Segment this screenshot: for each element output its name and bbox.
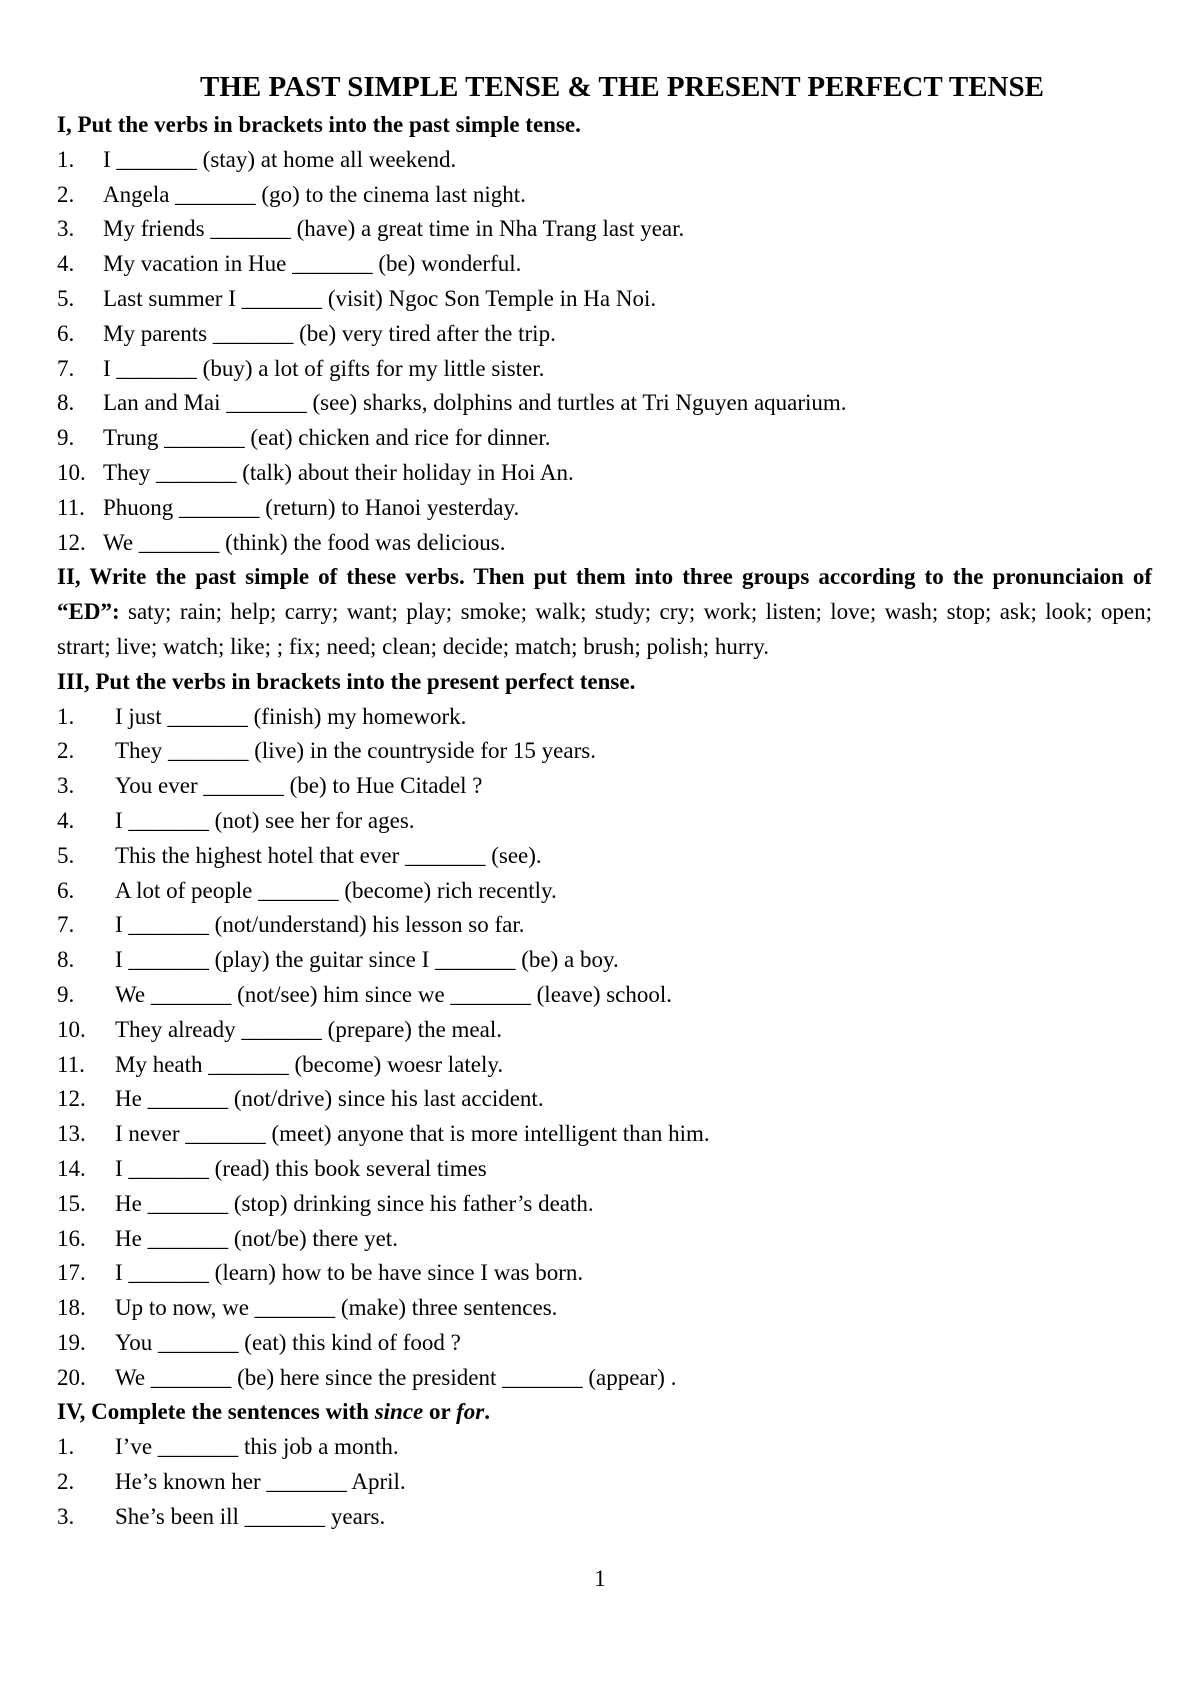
- list-item: 14. I _______ (read) this book several times: [57, 1155, 487, 1181]
- list-item: 20. We _______ (be) here since the president _______ (appear) .: [57, 1364, 677, 1390]
- list-item: 2. He’s known her _______ April.: [57, 1469, 406, 1495]
- list-item: 16. He _______ (not/be) there yet.: [57, 1225, 398, 1251]
- section-2-heading: II, Write the past simple of these verbs. Then put them into three groups according to the pronunciaion of “ED”:: [57, 564, 1152, 625]
- worksheet-page: [57, 70, 1157, 1535]
- page-number: 1: [594, 1566, 606, 1591]
- list-item: 3. She’s been ill _______ years.: [57, 1503, 386, 1529]
- list-item: 7. I _______ (not/understand) his lesson so far.: [57, 912, 525, 938]
- list-item: 18. Up to now, we _______ (make) three sentences.: [57, 1295, 558, 1321]
- section-3-heading: III, Put the verbs in brackets into the present perfect tense.: [57, 668, 636, 694]
- list-item: 11. My heath _______ (become) woesr lately.: [57, 1051, 504, 1077]
- list-item: 5. This the highest hotel that ever _______ (see).: [57, 842, 542, 868]
- list-item: 12. We _______ (think) the food was delicious.: [57, 529, 506, 555]
- list-item: 9. Trung _______ (eat) chicken and rice for dinner.: [57, 425, 551, 451]
- list-item: 1. I _______ (stay) at home all weekend.: [57, 146, 457, 172]
- list-item: 1. I just _______ (finish) my homework.: [57, 703, 467, 729]
- section-2-paragraph: [57, 560, 1152, 664]
- list-item: 6. A lot of people _______ (become) rich recently.: [57, 877, 557, 903]
- list-item: 6. My parents _______ (be) very tired after the trip.: [57, 320, 556, 346]
- list-item: 8. Lan and Mai _______ (see) sharks, dolphins and turtles at Tri Nguyen aquarium.: [57, 390, 847, 416]
- list-item: 13. I never _______ (meet) anyone that is more intelligent than him.: [57, 1121, 710, 1147]
- section-1-list: [57, 143, 1157, 561]
- list-item: 7. I _______ (buy) a lot of gifts for my little sister.: [57, 355, 545, 381]
- list-item: 10. They already _______ (prepare) the meal.: [57, 1016, 502, 1042]
- list-item: 3. You ever _______ (be) to Hue Citadel ?: [57, 773, 483, 799]
- section-4-list: [57, 1430, 1157, 1534]
- list-item: 9. We _______ (not/see) him since we _______ (leave) school.: [57, 981, 673, 1007]
- section-3-list: [57, 700, 1157, 1396]
- list-item: 15. He _______ (stop) drinking since his father’s death.: [57, 1190, 594, 1216]
- list-item: 8. I _______ (play) the guitar since I _______ (be) a boy.: [57, 947, 619, 973]
- section-1-heading: I, Put the verbs in brackets into the past simple tense.: [57, 112, 581, 137]
- section-2-verbs: saty; rain; help; carry; want; play; smoke; walk; study; cry; work; listen; love; wash; stop; ask; look; open; strart; live; watch; like; ; fix; need; clean; decide; match; brush; polish; hurry.: [57, 599, 1152, 659]
- page-title: THE PAST SIMPLE TENSE & THE PRESENT PERFECT TENSE: [200, 71, 1044, 103]
- list-item: 5. Last summer I _______ (visit) Ngoc Son Temple in Ha Noi.: [57, 285, 657, 311]
- list-item: 2. Angela _______ (go) to the cinema last night.: [57, 181, 526, 207]
- list-item: 4. My vacation in Hue _______ (be) wonderful.: [57, 251, 522, 277]
- list-item: 12. He _______ (not/drive) since his last accident.: [57, 1086, 544, 1112]
- list-item: 10. They _______ (talk) about their holiday in Hoi An.: [57, 459, 574, 485]
- list-item: 1. I’ve _______ this job a month.: [57, 1434, 399, 1460]
- list-item: 11. Phuong _______ (return) to Hanoi yesterday.: [57, 494, 520, 520]
- list-item: 4. I _______ (not) see her for ages.: [57, 807, 415, 833]
- section-4-heading: IV, Complete the sentences with since or for.: [57, 1399, 490, 1425]
- list-item: 2. They _______ (live) in the countryside for 15 years.: [57, 738, 596, 764]
- list-item: 17. I _______ (learn) how to be have since I was born.: [57, 1260, 584, 1286]
- list-item: 3. My friends _______ (have) a great time in Nha Trang last year.: [57, 216, 685, 242]
- list-item: 19. You _______ (eat) this kind of food ?: [57, 1329, 461, 1355]
